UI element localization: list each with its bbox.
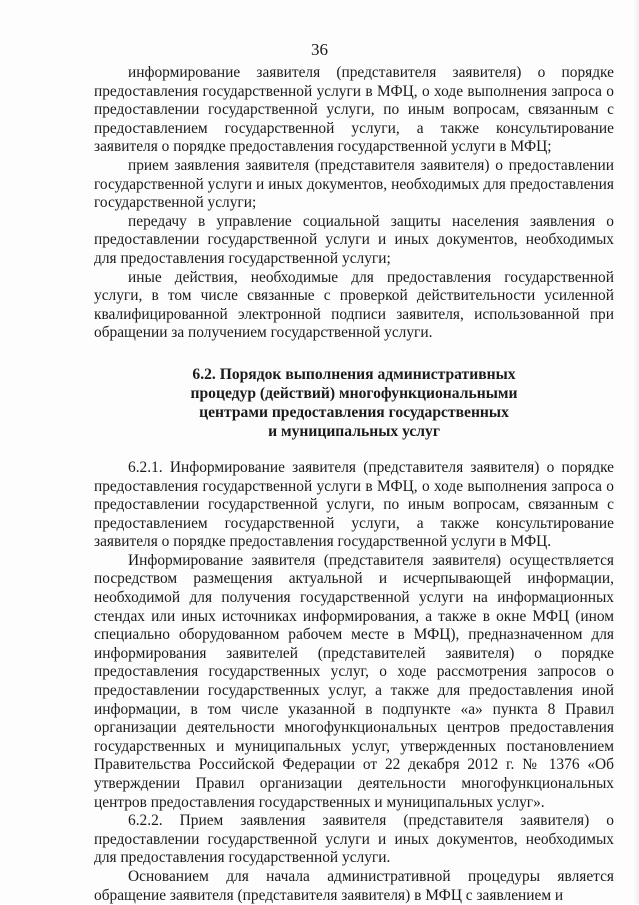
document-body	[94, 64, 614, 905]
page-number: 36	[311, 40, 328, 59]
paragraph-6-2-2: 6.2.2. Прием заявления заявителя (представителя заявителя) о предоставлении государственной услуги и иных документов, необходимых для предоставления государственной услуги.	[94, 812, 614, 867]
paragraph-informing: информирование заявителя (представителя заявителя) о порядке предоставления государственной услуги в МФЦ, о ходе выполнения запроса о предоставлении государственной услуги, по иным вопросам, связанным с предоставлением государственной услуги, а также консультирование заявителя о порядке предоставления государственной услуги в МФЦ;	[94, 64, 614, 156]
section-heading-line: процедур (действий) многофункциональными	[190, 384, 518, 402]
section-heading-line: центрами предоставления государственных	[199, 403, 509, 421]
paragraph-transfer: передачу в управление социальной защиты населения заявления о предоставлении государственной услуги и иных документов, необходимых для предоставления государственной услуги;	[94, 212, 614, 267]
paragraph-procedure-basis: Основанием для начала административной процедуры является обращение заявителя (представителя заявителя) в МФЦ с заявлением и	[94, 867, 614, 904]
paragraph-informing-details: Информирование заявителя (представителя заявителя) осуществляется посредством размещения актуальной и исчерпывающей информации, необходимой для получения государственной услуги на информационных стендах или иных источниках информирования, а также в окне МФЦ (ином специально оборудованном рабочем месте в МФЦ), предназначенном для информирования заявителей (представителей заявителя) о порядке предоставления государственных услуг, о ходе рассмотрения запросов о предоставлении государственных услуг, а также для предоставления иной информации, в том числе указанной в подпункте «а» пункта 8 Правил организации деятельности многофункциональных центров предоставления государственных и муниципальных услуг, утвержденных постановлением Правительства Российской Федерации от 22 декабря 2012 г. № 1376 «Об утверждении Правил организации деятельности многофункциональных центров предоставления государственных и муниципальных услуг».	[94, 551, 614, 811]
paragraph-other-actions: иные действия, необходимые для предоставления государственной услуги, в том числе связанные с проверкой действительности усиленной квалифицированной электронной подписи заявителя, использованной при обращении за получением государственной услуги.	[94, 268, 614, 342]
paragraph-6-2-1: 6.2.1. Информирование заявителя (представителя заявителя) о порядке предоставления государственной услуги в МФЦ, о ходе выполнения запроса о предоставлении государственной услуги, по иным вопросам, связанным с предоставлением государственной услуги, а также консультирование заявителя о порядке предоставления государственной услуги в МФЦ.	[94, 458, 614, 551]
section-heading-line: 6.2. Порядок выполнения административных	[192, 365, 516, 383]
section-heading	[94, 365, 614, 441]
section-heading-line: и муниципальных услуг	[268, 422, 440, 440]
paragraph-reception: прием заявления заявителя (представителя заявителя) о предоставлении государственной услуги и иных документов, необходимых для предоставления государственной услуги;	[94, 156, 614, 212]
scan-edge-shadow	[633, 0, 639, 904]
